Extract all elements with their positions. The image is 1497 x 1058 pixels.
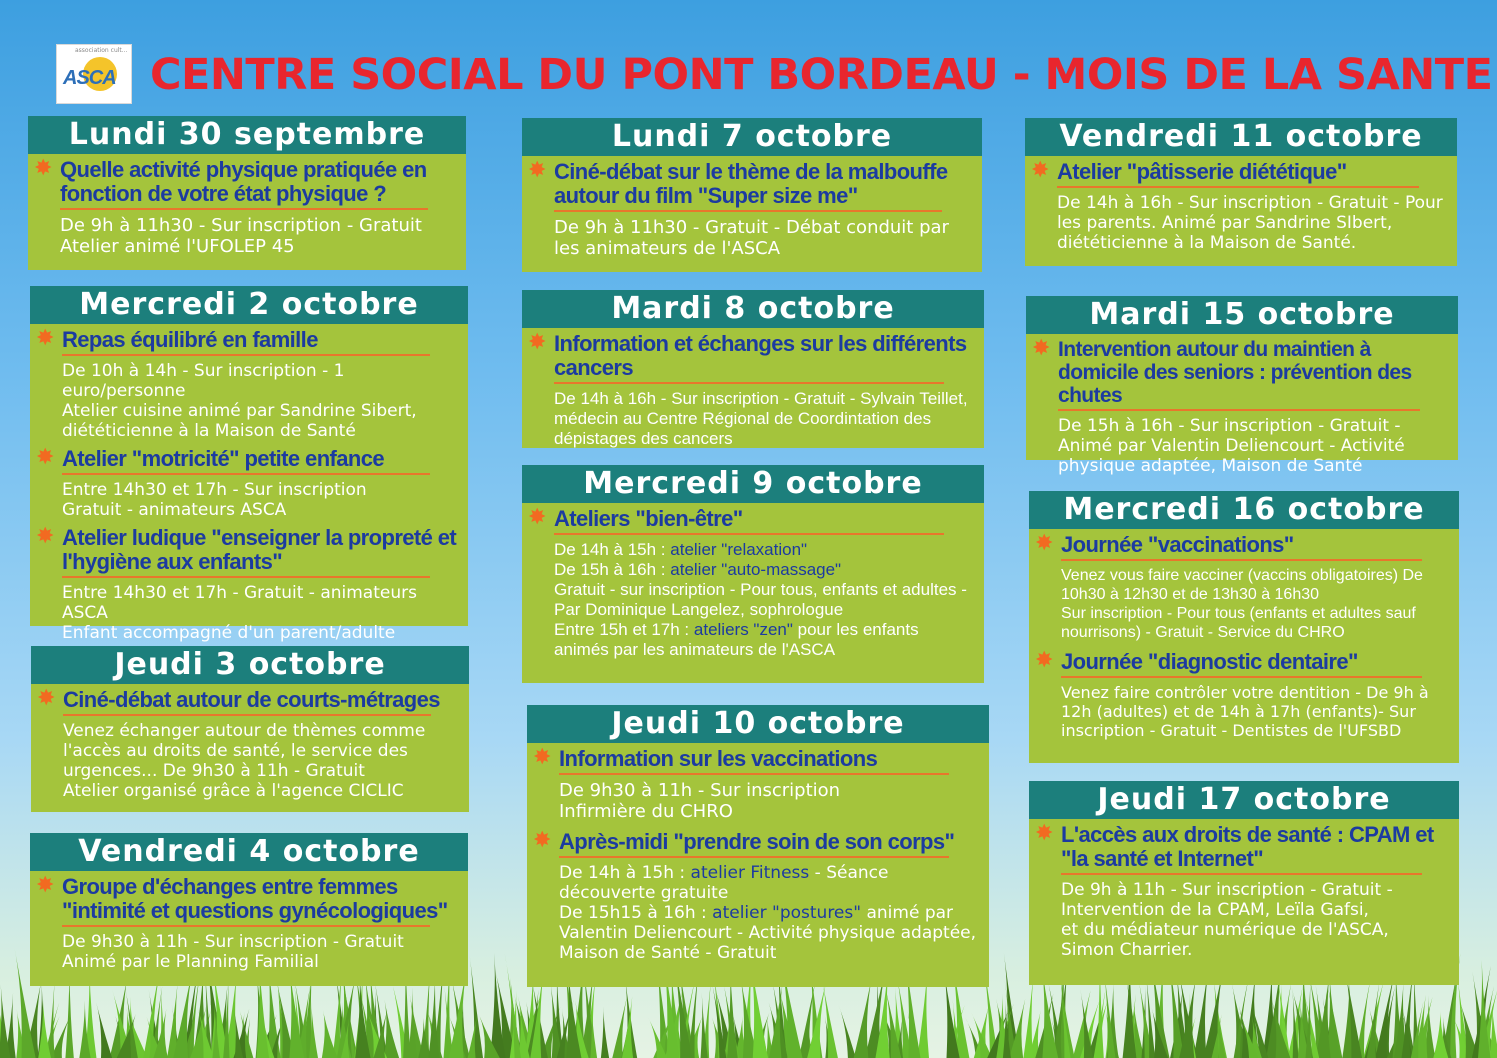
activity-details: Venez faire contrôler votre dentition - De 9h à 12h (adultes) et de 14h à 17h (enfants)- Sur inscription - Gratuit - Dentistes de l'UFSBD — [1061, 683, 1429, 740]
star-icon: ✸ — [1032, 336, 1051, 361]
activity-title: Ciné-débat sur le thème de la malbouffe autour du film "Super size me" — [554, 159, 948, 208]
schedule-line — [559, 903, 983, 963]
activity — [30, 441, 468, 520]
activity-title: Intervention autour du maintien à domicile des seniors : prévention des chutes — [1058, 338, 1412, 407]
line-text: De 15h à 16h : — [554, 560, 671, 579]
divider — [63, 714, 431, 716]
divider — [1061, 873, 1422, 875]
day-card — [30, 833, 468, 986]
line-text: Entre 15h et 17h : — [554, 620, 694, 639]
day-date: Mardi 15 octobre — [1026, 296, 1458, 334]
divider — [1061, 676, 1422, 678]
activity-details: Entre 14h30 et 17h - Sur inscription Gratuit - animateurs ASCA — [62, 480, 367, 520]
grass-blade — [384, 999, 399, 1058]
schedule-line — [554, 540, 978, 560]
activity-title: Ateliers "bien-être" — [554, 506, 743, 531]
activity-details: Venez vous faire vacciner (vaccins obligatoires) De 10h30 à 12h30 et de 13h30 à 16h30 Sur inscription - Pour tous (enfants et adultes sauf nourrisons) - Gratuit - Service du CHRO — [1061, 567, 1423, 641]
line-text: De 14h à 15h : — [559, 863, 691, 883]
activity — [1029, 819, 1459, 960]
activity — [1029, 529, 1459, 642]
day-card — [1029, 781, 1459, 985]
activity-title: Journée "vaccinations" — [1061, 532, 1294, 557]
day-date: Lundi 30 septembre — [28, 116, 466, 154]
star-icon: ✸ — [36, 326, 55, 351]
star-icon: ✸ — [1035, 648, 1054, 673]
activity-title: Après-midi "prendre soin de son corps" — [559, 829, 955, 854]
day-card — [522, 465, 984, 683]
activity-title: Journée "diagnostic dentaire" — [1061, 649, 1358, 674]
activity — [30, 520, 468, 643]
star-icon: ✸ — [1035, 531, 1054, 556]
divider — [559, 773, 949, 775]
activity-title: Ciné-débat autour de courts-métrages — [63, 687, 440, 712]
star-icon: ✸ — [528, 158, 547, 183]
grass-blade — [839, 1005, 856, 1058]
day-card — [522, 118, 982, 272]
grass-blade — [428, 975, 439, 1058]
activity-details: Venez échanger autour de thèmes comme l'accès au droits de santé, le service des urgences... De 9h30 à 11h - Gratuit Atelier organisé grâce à l'agence CICLIC — [63, 721, 426, 801]
star-icon: ✸ — [1031, 158, 1050, 183]
day-date: Mercredi 9 octobre — [522, 465, 984, 503]
line-text: De 14h à 15h : — [554, 540, 671, 559]
day-card — [1029, 491, 1459, 763]
activity — [522, 156, 982, 259]
day-card — [28, 116, 466, 270]
activity-details: De 15h à 16h - Sur inscription - Gratuit - Animé par Valentin Deliencourt - Activité physique adaptée, Maison de Santé — [1058, 416, 1405, 476]
schedule-line — [554, 620, 978, 660]
activity-details: De 9h à 11h30 - Gratuit - Débat conduit par les animateurs de l'ASCA — [554, 217, 949, 259]
day-card — [522, 290, 984, 448]
activity-details: Entre 14h30 et 17h - Gratuit - animateurs ASCA Enfant accompagné d'un parent/adulte — [62, 583, 417, 643]
activity-details — [559, 863, 983, 963]
activity-title: L'accès aux droits de santé : CPAM et "la santé et Internet" — [1061, 822, 1434, 871]
activity-details: De 9h à 11h30 - Sur inscription - Gratuit Atelier animé l'UFOLEP 45 — [60, 215, 422, 257]
day-date: Vendredi 11 octobre — [1025, 118, 1457, 156]
line-highlight: atelier Fitness — [690, 863, 810, 883]
activity-title: Information sur les vaccinations — [559, 746, 878, 771]
day-card — [30, 286, 468, 643]
line-text: De 15h15 à 16h : — [559, 903, 713, 923]
day-date: Lundi 7 octobre — [522, 118, 982, 156]
star-icon: ✸ — [533, 828, 552, 853]
star-icon: ✸ — [1035, 821, 1054, 846]
activity — [522, 328, 984, 449]
activity-title: Atelier "motricité" petite enfance — [62, 446, 384, 471]
activity-title: Groupe d'échanges entre femmes "intimité et questions gynécologiques" — [62, 874, 448, 923]
divider — [62, 354, 430, 356]
grass-blade — [96, 1002, 112, 1058]
star-icon: ✸ — [36, 524, 55, 549]
activity-details: De 9h30 à 11h - Sur inscription Infirmière du CHRO — [559, 780, 841, 822]
divider — [559, 856, 949, 858]
day-date: Jeudi 3 octobre — [31, 646, 469, 684]
day-card — [1026, 296, 1458, 476]
activity — [527, 822, 989, 963]
activity — [28, 154, 466, 257]
activity — [30, 871, 468, 972]
star-icon: ✸ — [34, 156, 53, 181]
activity-details: De 14h à 16h - Sur inscription - Gratuit - Sylvain Teillet, médecin au Centre Régional de Coordintation des dépistages des cancers — [554, 389, 968, 448]
line-highlight: ateliers "zen" — [693, 620, 793, 639]
day-date: Jeudi 10 octobre — [527, 705, 989, 743]
star-icon: ✸ — [528, 330, 547, 355]
day-date: Vendredi 4 octobre — [30, 833, 468, 871]
divider — [554, 533, 944, 535]
logo-text: ASCA — [63, 67, 116, 89]
star-icon: ✸ — [528, 505, 547, 530]
activity — [30, 324, 468, 441]
activity — [1029, 642, 1459, 740]
star-icon: ✸ — [37, 686, 56, 711]
page-title: CENTRE SOCIAL DU PONT BORDEAU - MOIS DE LA SANTE — [150, 50, 1493, 100]
star-icon: ✸ — [533, 745, 552, 770]
day-date: Mercredi 2 octobre — [30, 286, 468, 324]
activity-details: De 10h à 14h - Sur inscription - 1 euro/personne Atelier cuisine animé par Sandrine Sibert, diététicienne à la Maison de Santé — [62, 361, 417, 441]
grass-blade — [1489, 1003, 1497, 1058]
line-text: Gratuit - sur inscription - Pour tous, enfants et adultes - Par Dominique Langelez, sophrologue — [554, 580, 967, 619]
activity-title: Quelle activité physique pratiquée en fonction de votre état physique ? — [60, 157, 427, 206]
logo-caption: association cult... — [75, 47, 128, 54]
line-highlight: atelier "auto-massage" — [670, 560, 842, 579]
line-highlight: atelier "relaxation" — [670, 540, 808, 559]
divider — [62, 576, 430, 578]
day-date: Mercredi 16 octobre — [1029, 491, 1459, 529]
star-icon: ✸ — [36, 873, 55, 898]
grass-blade — [408, 987, 417, 1058]
activity-title: Atelier ludique "enseigner la propreté et l'hygiène aux enfants" — [62, 525, 457, 574]
star-icon: ✸ — [36, 445, 55, 470]
activity-details — [554, 540, 978, 660]
day-card — [1025, 118, 1457, 266]
activity — [522, 503, 984, 660]
divider — [62, 925, 430, 927]
activity — [31, 684, 469, 801]
divider — [1057, 186, 1419, 188]
day-card — [527, 705, 989, 987]
activity-details: De 14h à 16h - Sur inscription - Gratuit - Pour les parents. Animé par Sandrine SIbert, diététicienne à la Maison de Santé. — [1057, 193, 1443, 253]
day-date: Mardi 8 octobre — [522, 290, 984, 328]
divider — [554, 382, 944, 384]
schedule-line — [554, 560, 978, 580]
line-text: - Séance découverte gratuite — [559, 863, 889, 903]
activity-title: Information et échanges sur les différents cancers — [554, 331, 967, 380]
line-text: pour les enfants animés par les animateurs de l'ASCA — [554, 620, 919, 659]
divider — [554, 210, 942, 212]
grass-blade — [601, 1006, 609, 1058]
day-date: Jeudi 17 octobre — [1029, 781, 1459, 819]
activity — [527, 743, 989, 822]
day-card — [31, 646, 469, 812]
activity-details: De 9h à 11h - Sur inscription - Gratuit - Intervention de la CPAM, Leïla Gafsi, et du médiateur numérique de l'ASCA, Simon Charrier. — [1061, 880, 1393, 960]
asca-logo — [56, 44, 132, 104]
schedule-line — [554, 580, 978, 620]
divider — [62, 473, 430, 475]
grass-blade — [1023, 974, 1033, 1058]
divider — [1061, 559, 1422, 561]
schedule-line — [559, 863, 983, 903]
divider — [1058, 409, 1420, 411]
line-highlight: atelier "postures" — [712, 903, 862, 923]
divider — [60, 208, 428, 210]
line-text: animé par Valentin Deliencourt - Activité physique adaptée, Maison de Santé - Gratuit — [559, 903, 977, 963]
activity-title: Repas équilibré en famille — [62, 327, 318, 352]
activity-title: Atelier "pâtisserie diététique" — [1057, 159, 1347, 184]
activity — [1025, 156, 1457, 253]
activity-details: De 9h30 à 11h - Sur inscription - Gratuit Animé par le Planning Familial — [62, 932, 404, 972]
activity — [1026, 334, 1458, 476]
